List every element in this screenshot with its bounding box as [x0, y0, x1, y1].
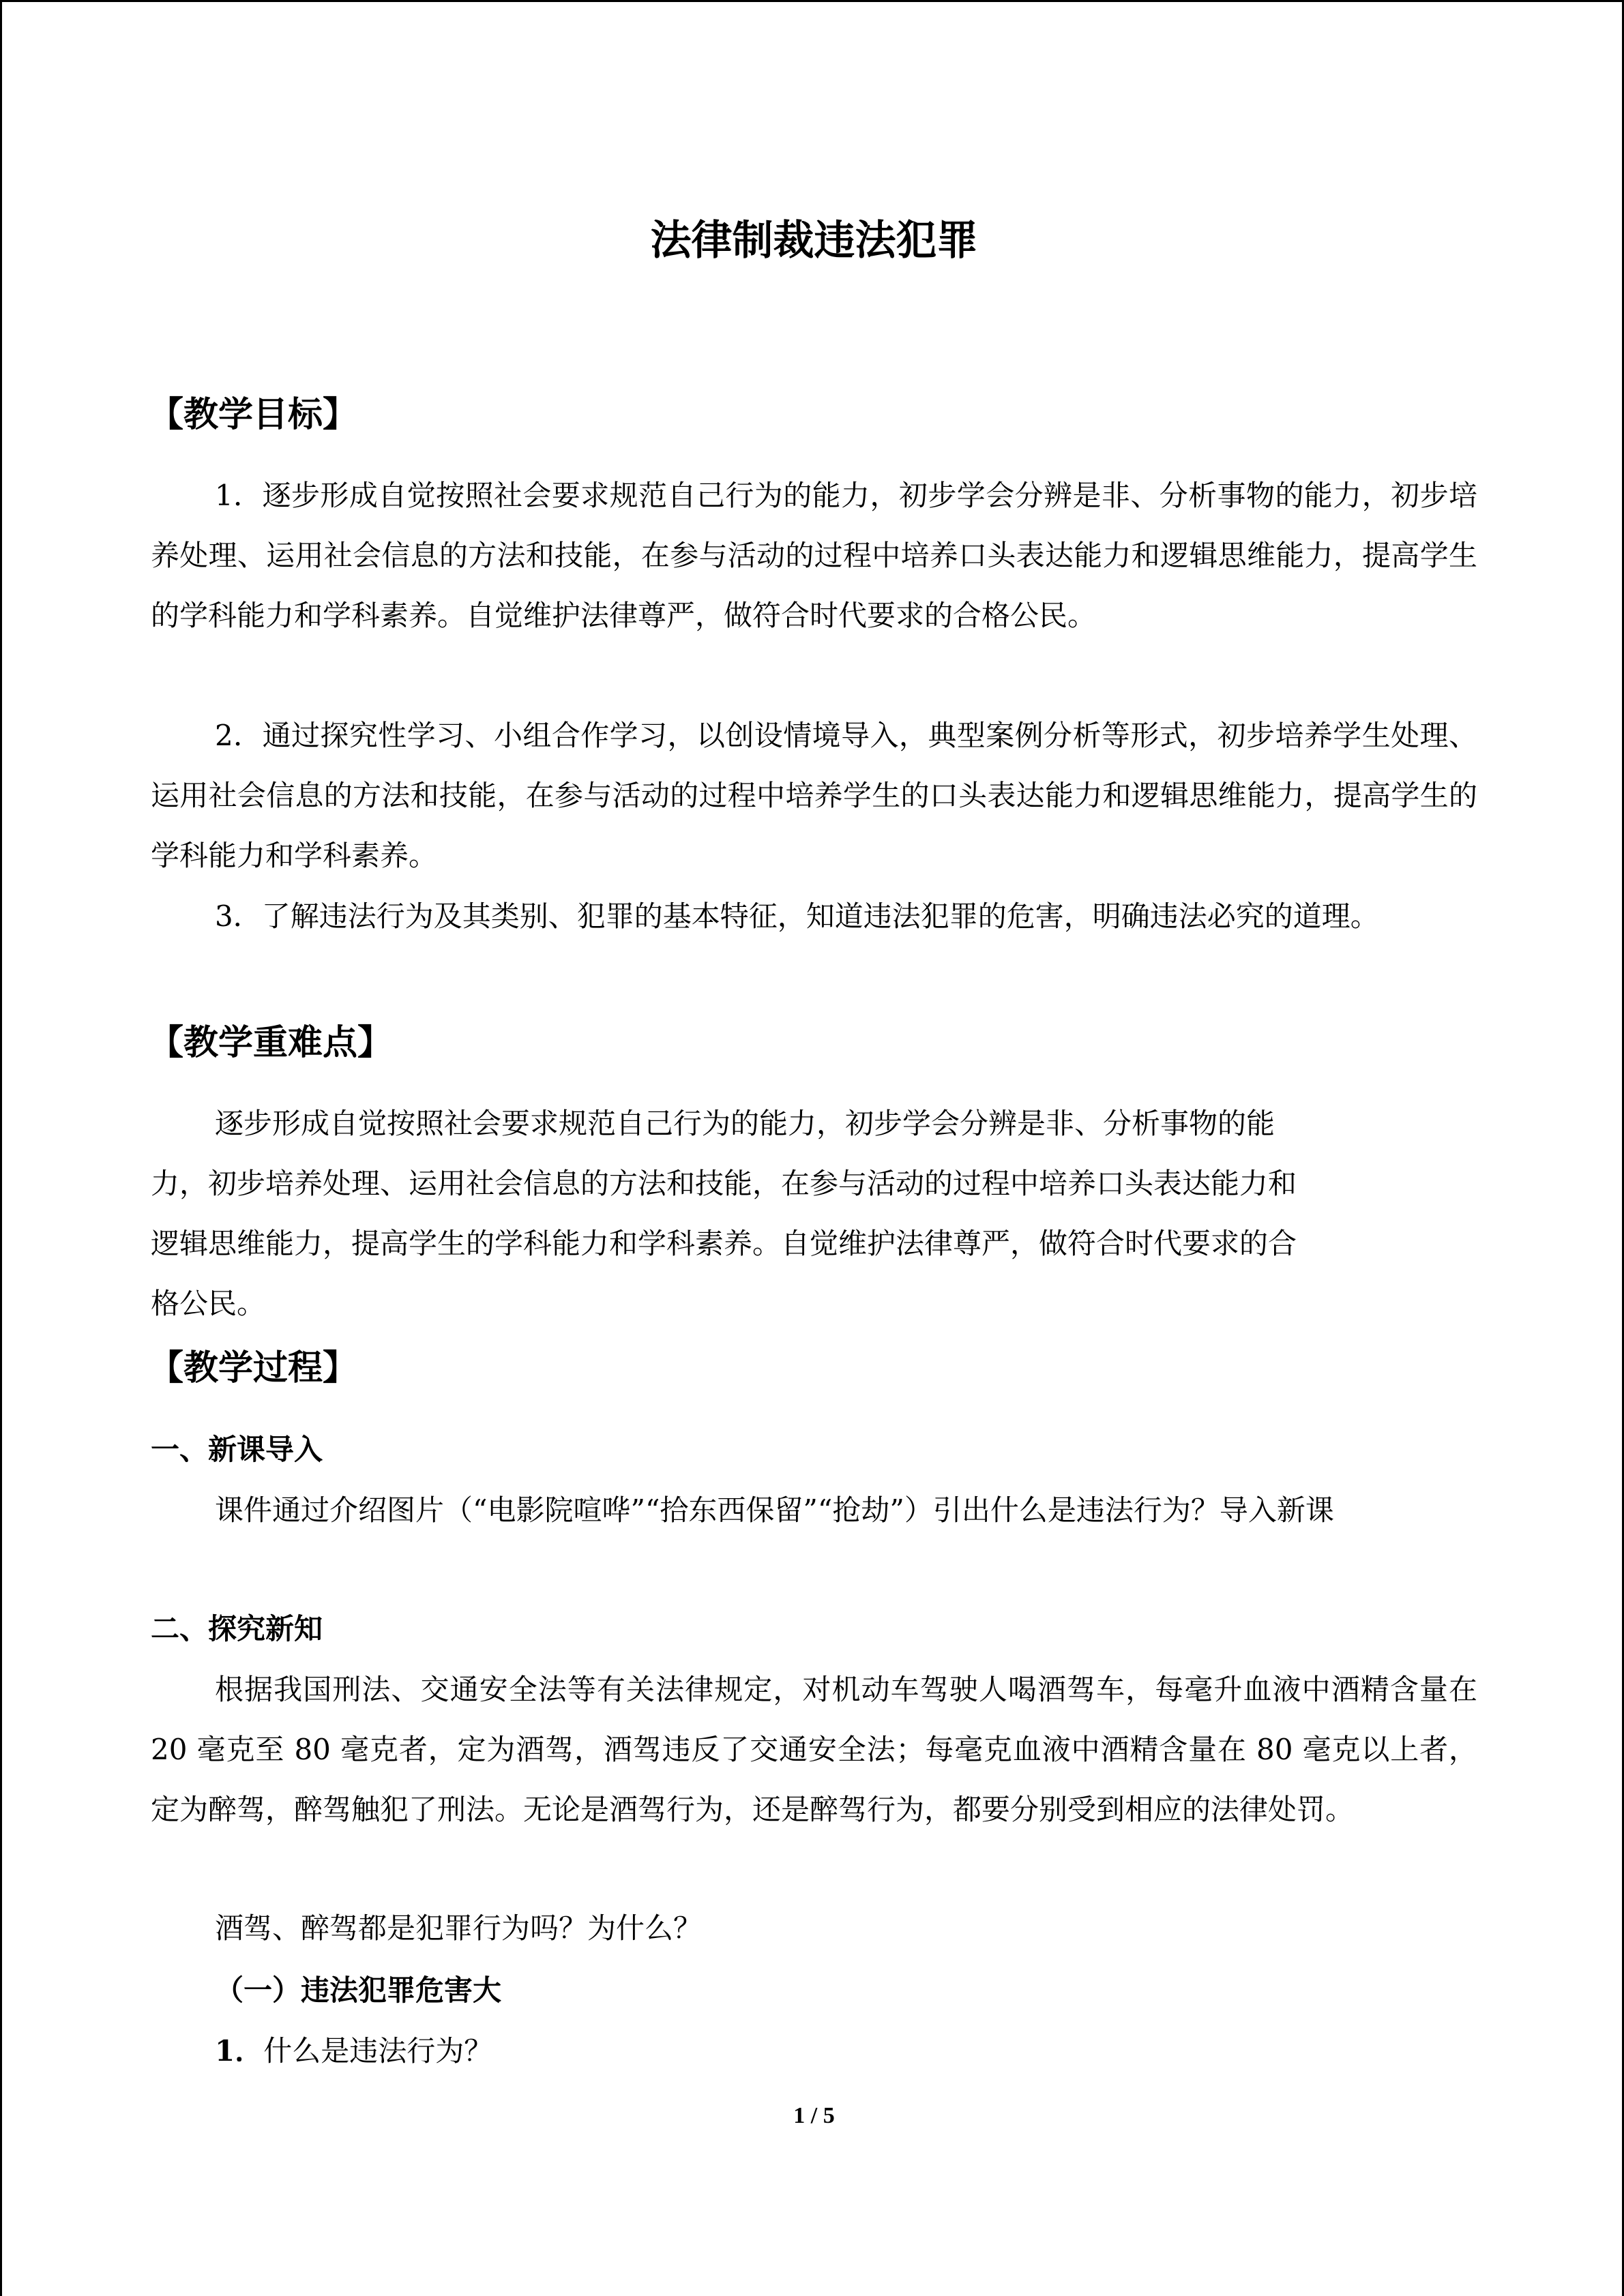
numbered-question — [215, 2027, 492, 2075]
key-points-line: 逐步形成自觉按照社会要求规范自己行为的能力，初步学会分辨是非、分析事物的能 — [215, 1107, 1275, 1140]
key-points-line: 力，初步培养处理、运用社会信息的方法和技能，在参与活动的过程中培养口头表达能力和 — [151, 1167, 1297, 1200]
section-heading-key-points: 【教学重难点】 — [149, 1023, 393, 1063]
section-heading-objectives: 【教学目标】 — [149, 395, 358, 435]
page-number: 1 / 5 — [793, 2103, 835, 2128]
objective-item-3: 3．了解违法行为及其类别、犯罪的基本特征，知道违法犯罪的危害，明确违法必究的道理。 — [215, 899, 1379, 933]
objective-item-2: 2．通过探究性学习、小组合作学习，以创设情境导入，典型案例分析等形式，初步培养学生处理、运用社会信息的方法和技能，在参与活动的过程中培养学生的口头表达能力和逻辑思维能力，提高学生的学科能力和学科素养。 — [151, 719, 1477, 872]
question-text: 什么是违法行为？ — [263, 2034, 493, 2068]
explore-paragraph: 根据我国刑法、交通安全法等有关法律规定，对机动车驾驶人喝酒驾车，每毫升血液中酒精含量在 20 毫克至 80 毫克者，定为酒驾，酒驾违反了交通安全法；每毫克血液中酒精含量在 80 毫克以上者，定为醉驾，醉驾触犯了刑法。无论是酒驾行为，还是醉驾行为，都要分别受到相应的法律处罚。 — [151, 1673, 1477, 1826]
explore-question: 酒驾、醉驾都是犯罪行为吗？为什么？ — [215, 1911, 703, 1945]
key-points-line: 格公民。 — [151, 1287, 266, 1320]
intro-heading: 一、新课导入 — [151, 1433, 323, 1466]
document-title: 法律制裁违法犯罪 — [650, 217, 978, 265]
explore-heading: 二、探究新知 — [151, 1612, 323, 1645]
key-points-line: 逻辑思维能力，提高学生的学科能力和学科素养。自觉维护法律尊严，做符合时代要求的合 — [151, 1227, 1297, 1260]
subsection-heading: （一）违法犯罪危害大 — [215, 1973, 502, 2007]
question-number: 1． — [215, 2034, 264, 2068]
section-heading-process: 【教学过程】 — [149, 1348, 358, 1388]
key-points-paragraph — [151, 1094, 1477, 1334]
objective-item-1: 1．逐步形成自觉按照社会要求规范自己行为的能力，初步学会分辨是非、分析事物的能力，初步培养处理、运用社会信息的方法和技能，在参与活动的过程中培养口头表达能力和逻辑思维能力，提高学生的学科能力和学科素养。自觉维护法律尊严，做符合时代要求的合格公民。 — [151, 479, 1477, 632]
intro-paragraph: 课件通过介绍图片（“电影院喧哗”“拾东西保留”“抢劫”）引出什么是违法行为？导入新课 — [215, 1493, 1334, 1527]
